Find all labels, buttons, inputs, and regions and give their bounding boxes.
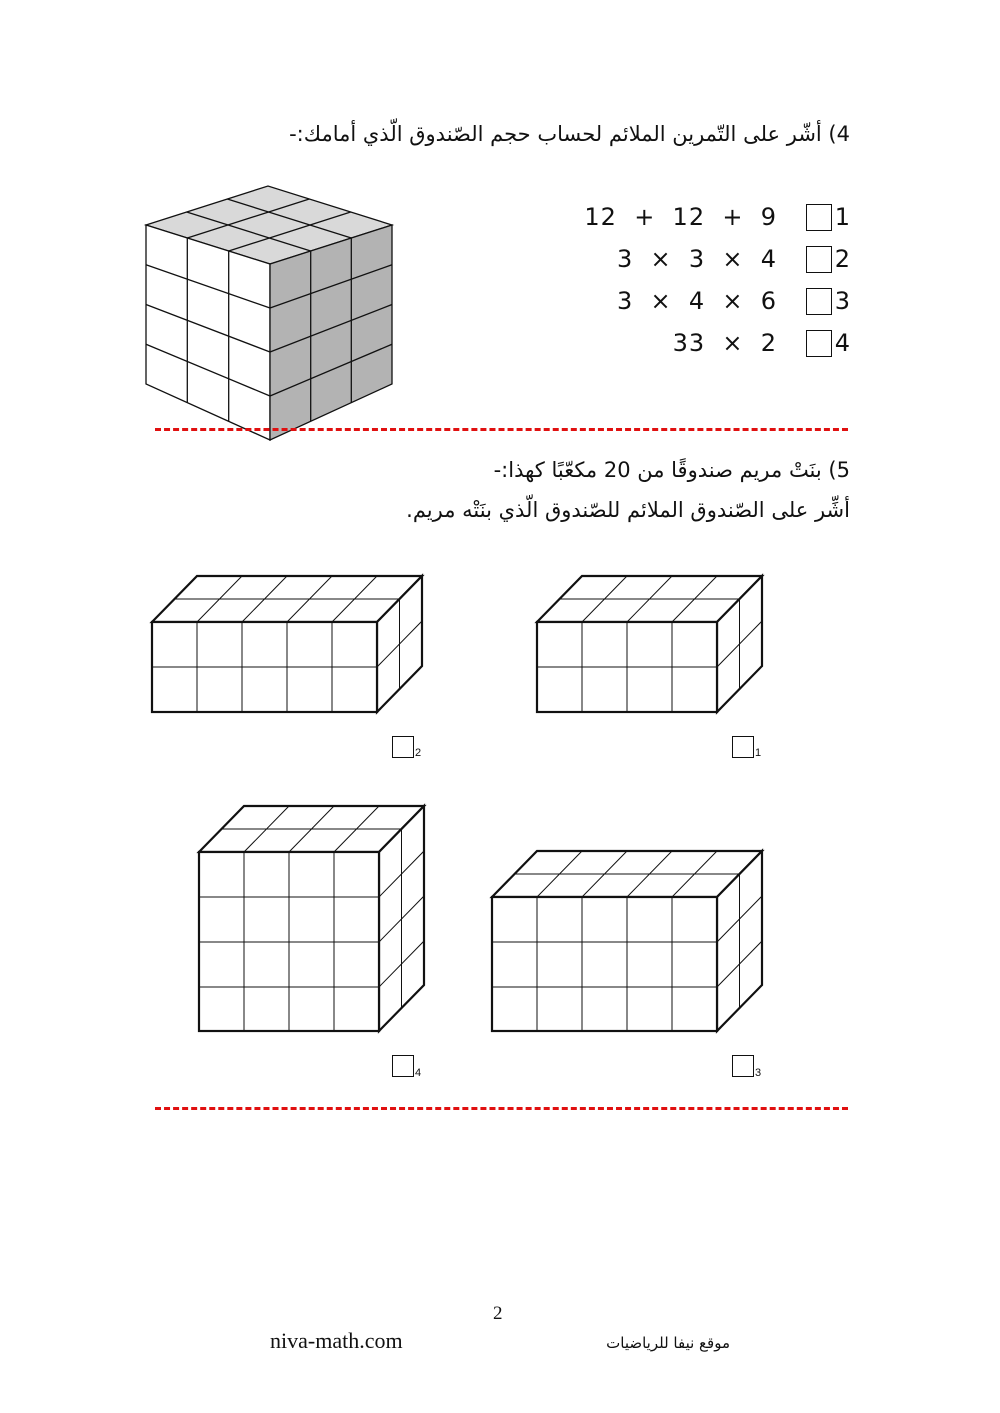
question-5-title: 5) بنَتْ مريم صندوقًا من 20 مكعّبًا كهذا:- (493, 458, 850, 482)
option-4-checkbox[interactable] (806, 330, 832, 357)
option-3-expression: 3 × 4 × 6 (616, 287, 777, 315)
box-choice-2-checkbox[interactable] (392, 736, 414, 758)
box-choice-4-number: 4 (415, 1067, 422, 1079)
box-choice-4-checkbox[interactable] (392, 1055, 414, 1077)
footer-website: niva-math.com (270, 1328, 403, 1353)
question-4-title: 4) أشّر على التّمرين الملائم لحساب حجم الصّندوق الّذي أمامك:- (289, 122, 850, 146)
box-choice-3-checkbox[interactable] (732, 1055, 754, 1077)
option-1-expression: 12 + 12 + 9 (584, 203, 777, 231)
cube-stack-figure (140, 165, 400, 435)
box-choice-2-number: 2 (415, 747, 422, 759)
option-1 (584, 203, 850, 239)
option-2-number: 2 (834, 245, 850, 273)
question-5-subtitle: أشِّر على الصّندوق الملائم للصّندوق الّذي بنَتْه مريم. (406, 498, 850, 522)
box-choice-2-figure (148, 572, 428, 717)
option-3-number: 3 (834, 287, 850, 315)
box-choice-3-number: 3 (755, 1067, 762, 1079)
footer-site-name: موقع نيفا للرياضيات (606, 1334, 730, 1352)
option-1-checkbox[interactable] (806, 204, 832, 231)
box-choice-1-figure (532, 572, 767, 717)
option-2-checkbox[interactable] (806, 246, 832, 273)
option-3 (590, 287, 850, 323)
box-choice-1-number: 1 (755, 747, 762, 759)
box-choice-3-figure (487, 847, 767, 1037)
option-1-number: 1 (834, 203, 850, 231)
option-4 (590, 329, 850, 365)
page-number: 2 (493, 1303, 503, 1324)
option-4-number: 4 (834, 329, 850, 357)
box-choice-1-checkbox[interactable] (732, 736, 754, 758)
section-separator-1 (155, 428, 848, 431)
option-3-checkbox[interactable] (806, 288, 832, 315)
section-separator-2 (155, 1107, 848, 1110)
box-choice-4-figure (194, 802, 429, 1032)
option-2-expression: 3 × 3 × 4 (616, 245, 777, 273)
option-2 (590, 245, 850, 281)
option-4-expression: 33 × 2 (672, 329, 777, 357)
